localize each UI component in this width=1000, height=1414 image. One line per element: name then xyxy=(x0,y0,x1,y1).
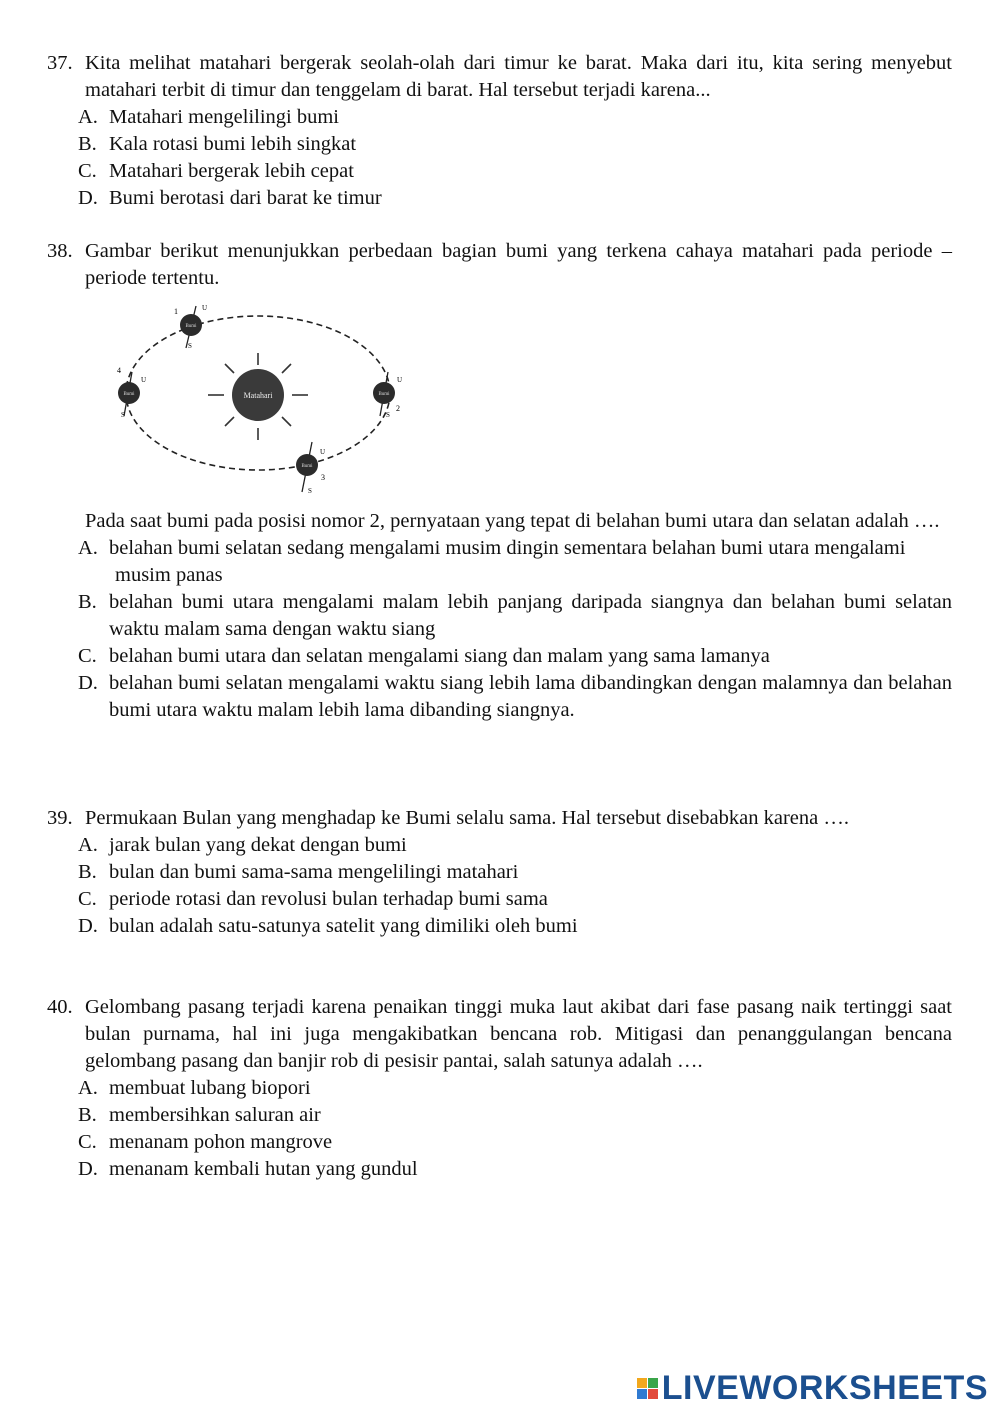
position-number: 1 xyxy=(174,307,178,316)
position-number: 2 xyxy=(396,404,400,413)
option-d[interactable] xyxy=(78,185,952,212)
option-text: menanam kembali hutan yang gundul xyxy=(109,1158,418,1180)
option-c[interactable] xyxy=(78,158,952,185)
liveworksheets-logo[interactable] xyxy=(637,1369,988,1407)
option-text: menanam pohon mangrove xyxy=(109,1131,333,1153)
option-letter: B. xyxy=(78,861,97,883)
question-39 xyxy=(47,805,952,940)
option-letter: A. xyxy=(78,106,98,128)
option-text: belahan bumi selatan mengalami waktu siang lebih lama dibandingkan dengan malamnya dan belahan bumi utara waktu malam lebih lama dibanding siangnya. xyxy=(109,672,952,721)
option-b[interactable] xyxy=(78,1102,952,1129)
north-label: U xyxy=(141,376,147,384)
earth-position-4 xyxy=(117,366,146,419)
option-text: Matahari mengelilingi bumi xyxy=(109,106,340,128)
logo-square xyxy=(648,1389,658,1399)
logo-text: LIVEWORKSHEETS xyxy=(661,1369,988,1407)
option-b[interactable] xyxy=(78,589,952,643)
question-38-continued xyxy=(47,508,952,724)
option-text-wrap xyxy=(109,535,952,589)
option-c[interactable] xyxy=(78,643,952,670)
option-c[interactable] xyxy=(78,1129,952,1156)
option-d[interactable] xyxy=(78,913,952,940)
option-text: Matahari bergerak lebih cepat xyxy=(109,160,354,182)
option-text: periode rotasi dan revolusi bulan terhadap bumi sama xyxy=(109,888,548,910)
option-text: Kala rotasi bumi lebih singkat xyxy=(109,133,357,155)
option-text: bulan adalah satu-satunya satelit yang dimiliki oleh bumi xyxy=(109,915,578,937)
earth-position-3 xyxy=(296,442,325,495)
option-text-line-2: musim panas xyxy=(115,564,223,586)
south-label: S xyxy=(188,342,192,350)
option-letter: B. xyxy=(78,1104,97,1126)
option-text: Bumi berotasi dari barat ke timur xyxy=(109,187,382,209)
option-text: belahan bumi selatan sedang mengalami musim dingin sementara belahan bumi utara mengalami xyxy=(109,537,906,559)
sun-label: Matahari xyxy=(243,391,273,400)
option-b[interactable] xyxy=(78,131,952,158)
option-a[interactable] xyxy=(78,832,952,859)
option-letter: A. xyxy=(78,834,98,856)
option-letter: C. xyxy=(78,888,97,910)
north-label: U xyxy=(320,448,326,456)
south-label: S xyxy=(386,411,390,419)
question-followup: Pada saat bumi pada posisi nomor 2, pernyataan yang tepat di belahan bumi utara dan selatan adalah …. xyxy=(85,510,940,532)
option-text: belahan bumi utara mengalami malam lebih panjang daripada siangnya dan belahan bumi selatan waktu malam sama dengan waktu siang xyxy=(109,591,952,640)
north-label: U xyxy=(397,376,403,384)
option-text: membersihkan saluran air xyxy=(109,1104,321,1126)
option-letter: A. xyxy=(78,537,98,559)
south-label: S xyxy=(308,487,312,495)
earth-label: Bumi xyxy=(185,324,197,329)
option-letter: D. xyxy=(78,672,98,694)
question-40 xyxy=(47,994,952,1183)
option-letter: D. xyxy=(78,915,98,937)
question-number: 37. xyxy=(47,52,73,74)
north-label: U xyxy=(202,304,208,312)
earth-orbit-diagram xyxy=(110,298,420,498)
option-text: belahan bumi utara dan selatan mengalami siang dan malam yang sama lamanya xyxy=(109,645,770,667)
question-text: Gelombang pasang terjadi karena penaikan tinggi muka laut akibat dari fase pasang naik tertinggi saat bulan purnama, hal ini juga mengakibatkan bencana rob. Mitigasi dan penanggulangan bencana gelombang pasang dan banjir rob di pesisir pantai, salah satunya adalah …. xyxy=(85,996,952,1072)
option-c[interactable] xyxy=(78,886,952,913)
option-a[interactable] xyxy=(78,535,952,589)
option-letter: C. xyxy=(78,645,97,667)
option-d[interactable] xyxy=(78,1156,952,1183)
option-a[interactable] xyxy=(78,1075,952,1102)
option-letter: D. xyxy=(78,187,98,209)
option-letter: D. xyxy=(78,1158,98,1180)
logo-icon xyxy=(637,1378,658,1399)
logo-square xyxy=(637,1389,647,1399)
earth-label: Bumi xyxy=(123,392,135,397)
option-text: membuat lubang biopori xyxy=(109,1077,311,1099)
option-d[interactable] xyxy=(78,670,952,724)
logo-square xyxy=(648,1378,658,1388)
question-number: 40. xyxy=(47,996,73,1018)
option-text: jarak bulan yang dekat dengan bumi xyxy=(109,834,407,856)
south-label: S xyxy=(121,411,125,419)
earth-position-1 xyxy=(174,304,207,350)
option-letter: B. xyxy=(78,133,97,155)
position-number: 4 xyxy=(117,366,121,375)
option-a[interactable] xyxy=(78,104,952,131)
position-number: 3 xyxy=(321,473,325,482)
option-letter: B. xyxy=(78,591,97,613)
option-letter: A. xyxy=(78,1077,98,1099)
option-letter: C. xyxy=(78,160,97,182)
question-number: 38. xyxy=(47,240,73,262)
logo-square xyxy=(637,1378,647,1388)
option-b[interactable] xyxy=(78,859,952,886)
question-text: Gambar berikut menunjukkan perbedaan bagian bumi yang terkena cahaya matahari pada periode – periode tertentu. xyxy=(85,240,952,289)
question-text: Permukaan Bulan yang menghadap ke Bumi selalu sama. Hal tersebut disebabkan karena …. xyxy=(85,807,849,829)
option-text: bulan dan bumi sama-sama mengelilingi matahari xyxy=(109,861,519,883)
question-38 xyxy=(47,238,952,292)
earth-label: Bumi xyxy=(301,464,313,469)
earth-label: Bumi xyxy=(378,392,390,397)
question-text: Kita melihat matahari bergerak seolah-olah dari timur ke barat. Maka dari itu, kita sering menyebut matahari terbit di timur dan tenggelam di barat. Hal tersebut terjadi karena... xyxy=(85,52,952,101)
option-letter: C. xyxy=(78,1131,97,1153)
question-number: 39. xyxy=(47,807,73,829)
question-37 xyxy=(47,50,952,212)
